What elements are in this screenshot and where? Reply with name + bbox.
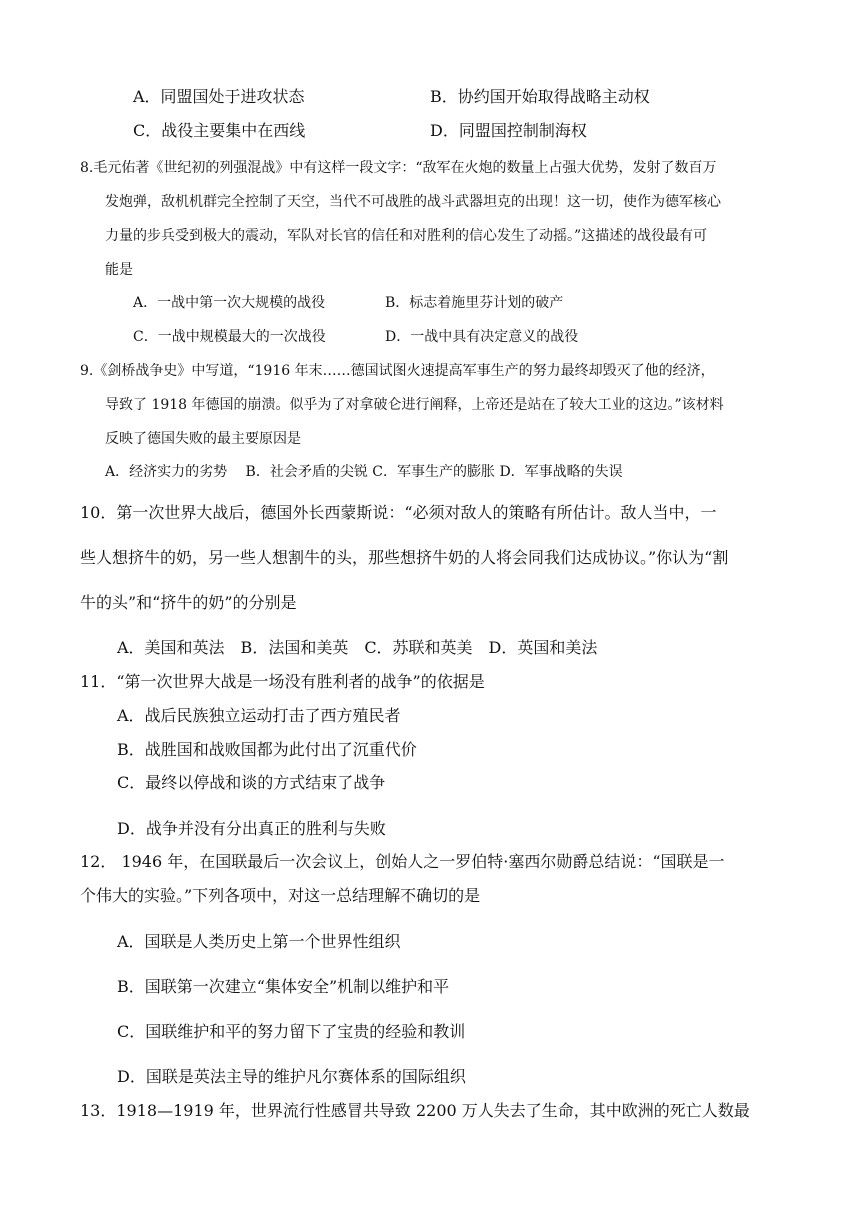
q11-option-d: D．战争并没有分出真正的胜利与失败	[117, 819, 386, 838]
q8-option-c: C．一战中规模最大的一次战役	[133, 329, 326, 345]
q8-stem-line-2: 发炮弹，敌机机群完全控制了天空，当代不可战胜的战斗武器坦克的出现！这一切，使作为德军核心	[105, 194, 721, 210]
q11-option-c: C．最终以停战和谈的方式结束了战争	[117, 773, 386, 792]
q10-options: A．美国和英法 B．法国和美英 C．苏联和英美 D．英国和美法	[117, 638, 598, 657]
q8-option-d: D．一战中具有决定意义的战役	[385, 329, 579, 345]
q12-stem-line-1: 12． 1946 年，在国联最后一次会议上，创始人之一罗伯特·塞西尔勋爵总结说：“国联是一	[80, 852, 725, 871]
q9-stem-line-3: 反映了德国失败的最主要原因是	[105, 431, 301, 447]
q12-option-a: A．国联是人类历史上第一个世界性组织	[117, 932, 401, 951]
q7-option-b: B．协约国开始取得战略主动权	[430, 87, 650, 106]
q10-stem-line-2: 些人想挤牛的奶，另一些人想割牛的头，那些想挤牛奶的人将会同我们达成协议。”你认为“割	[80, 548, 729, 567]
q11-option-b: B．战胜国和战败国都为此付出了沉重代价	[117, 740, 417, 759]
q12-stem-line-2: 个伟大的实验。”下列各项中，对这一总结理解不确切的是	[80, 886, 481, 905]
q8-stem-line-1: 8.毛元佑著《世纪初的列强混战》中有这样一段文字：“敌军在火炮的数量上占强大优势，发射了数百万	[80, 160, 717, 176]
q9-stem-line-2: 导致了 1918 年德国的崩溃。似乎为了对拿破仑进行阐释，上帝还是站在了较大工业的这边。”该材料	[105, 397, 724, 413]
q10-stem-line-1: 10．第一次世界大战后，德国外长西蒙斯说：“必须对敌人的策略有所估计。敌人当中，一	[80, 503, 717, 522]
q9-options: A．经济实力的劣势 B．社会矛盾的尖锐 C．军事生产的膨胀 D．军事战略的失误	[105, 464, 623, 480]
q11-stem: 11．“第一次世界大战是一场没有胜利者的战争”的依据是	[80, 672, 485, 691]
q8-option-b: B．标志着施里芬计划的破产	[385, 295, 564, 311]
q11-option-a: A．战后民族独立运动打击了西方殖民者	[117, 706, 401, 725]
q8-stem-line-4: 能是	[105, 262, 133, 278]
q7-option-d: D．同盟国控制制海权	[430, 121, 587, 140]
q8-option-a: A．一战中第一次大规模的战役	[133, 295, 326, 311]
q12-option-c: C．国联维护和平的努力留下了宝贵的经验和教训	[117, 1022, 466, 1041]
q9-stem-line-1: 9.《剑桥战争史》中写道，“1916 年末……德国试图火速提高军事生产的努力最终却毁灭了他的经济，	[80, 363, 715, 379]
q12-option-b: B．国联第一次建立“集体安全”机制以维护和平	[117, 977, 450, 996]
q7-option-a: A．同盟国处于进攻状态	[133, 87, 305, 106]
q12-option-d: D．国联是英法主导的维护凡尔赛体系的国际组织	[117, 1067, 466, 1086]
q7-option-c: C．战役主要集中在西线	[133, 121, 306, 140]
q8-stem-line-3: 力量的步兵受到极大的震动，军队对长官的信任和对胜利的信心发生了动摇。”这描述的战役最有可	[105, 228, 708, 244]
q13-stem-line-1: 13．1918—1919 年，世界流行性感冒共导致 2200 万人失去了生命，其中欧洲的死亡人数最	[80, 1101, 750, 1120]
q10-stem-line-3: 牛的头”和“挤牛的奶”的分别是	[80, 593, 297, 612]
